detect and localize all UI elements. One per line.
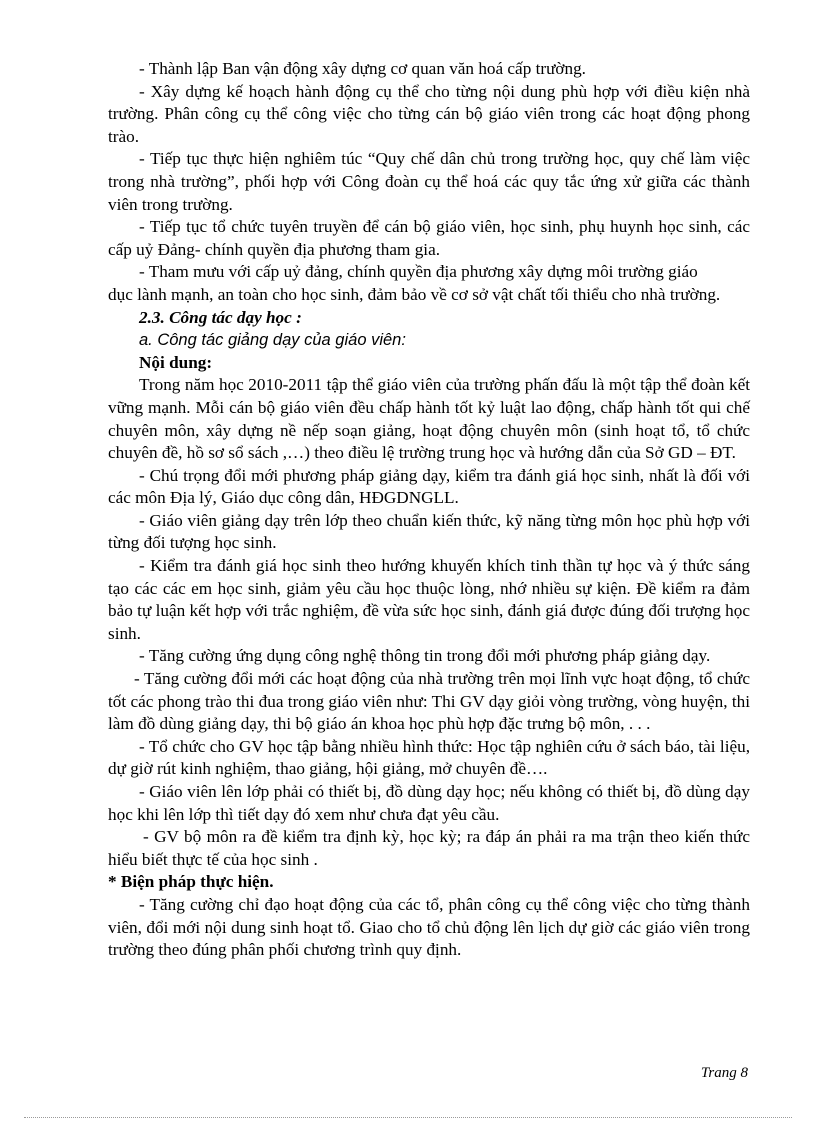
section-heading: 2.3. Công tác dạy học : — [139, 307, 302, 327]
page-bottom-divider — [24, 1117, 792, 1118]
content-heading: Nội dung: — [139, 352, 213, 372]
paragraph: - Tổ chức cho GV học tập bằng nhiều hình thức: Học tập nghiên cứu ở sách báo, tài liệu, dự giờ rút kinh nghiệm, thao giảng, hội giảng, mở chuyên đề…. — [108, 736, 750, 779]
page-number: Trang 8 — [700, 1065, 748, 1081]
paragraph: - Kiểm tra đánh giá học sinh theo hướng khuyến khích tinh thần tự học và ý thức sáng tạo các các em học sinh, giảm yêu cầu học thuộc lòng, nhớ nhiều sự kiện. Đề kiểm ra đảm bảo tự luận kết hợp với trắc nghiệm, đề vừa sức học sinh, đánh giá được đúng đối trượng học sinh. — [108, 556, 750, 643]
paragraph: - Thành lập Ban vận động xây dựng cơ quan văn hoá cấp trường. — [139, 59, 586, 78]
paragraph: - Tiếp tục tổ chức tuyên truyền để cán bộ giáo viên, học sinh, phụ huynh học sinh, các cấp uỷ Đảng- chính quyền địa phương tham gia. — [108, 217, 750, 259]
paragraph: - Giáo viên giảng dạy trên lớp theo chuẩn kiến thức, kỹ năng từng môn học phù hợp với từng đối tượng học sinh. — [108, 510, 750, 553]
measures-heading: * Biện pháp thực hiện. — [108, 872, 274, 892]
paragraph: - Tăng cường chỉ đạo hoạt động của các tổ, phân công cụ thể công việc cho từng thành viên, đổi mới nội dung sinh hoạt tổ. Giao cho tổ chủ động lên lịch dự giờ các giáo viên trong trường theo đúng phân phối chương trình quy định. — [108, 894, 750, 960]
paragraph: dục lành mạnh, an toàn cho học sinh, đảm bảo về cơ sở vật chất tối thiểu cho nhà trường. — [108, 284, 721, 304]
paragraph: - Xây dựng kế hoạch hành động cụ thể cho từng nội dung phù hợp với điều kiện nhà trường. Phân công cụ thể công việc cho từng cán bộ giáo viên trong các hoạt động phong trào. — [108, 81, 750, 146]
paragraph: - Giáo viên lên lớp phải có thiết bị, đồ dùng dạy học; nếu không có thiết bị, đồ dùng dạy học khi lên lớp thì tiết dạy đó xem như chưa đạt yêu cầu. — [108, 782, 750, 824]
document-body — [108, 58, 750, 962]
paragraph: - Chú trọng đổi mới phương pháp giảng dạy, kiểm tra đánh giá học sinh, nhất là đối với các môn Địa lý, Giáo dục công dân, HĐGDNGLL. — [108, 465, 750, 508]
paragraph: - Tham mưu với cấp uỷ đảng, chính quyền địa phương xây dựng môi trường giáo — [139, 262, 698, 282]
subsection-heading: a. Công tác giảng dạy của giáo viên: — [139, 331, 406, 350]
paragraph: - Tăng cường ứng dụng công nghệ thông tin trong đổi mới phương pháp giảng dạy. — [139, 646, 711, 666]
paragraph: - Tiếp tục thực hiện nghiêm túc “Quy chế dân chủ trong trường học, quy chế làm việc trong nhà trường”, phối hợp với Công đoàn cụ thể hoá các quy tắc ứng xử giữa các thành viên trong trường. — [108, 149, 750, 214]
paragraph: - GV bộ môn ra đề kiểm tra định kỳ, học kỳ; ra đáp án phải ra ma trận theo kiến thức hiểu biết thực tế của học sinh . — [108, 827, 750, 869]
paragraph: Trong năm học 2010-2011 tập thể giáo viên của trường phấn đấu là một tập thể đoàn kết vững mạnh. Mỗi cán bộ giáo viên đều chấp hành tốt kỷ luật lao động, chấp hành tốt qui chế chuyên môn, xây dựng nề nếp soạn giảng, hoạt động chuyên môn (sinh hoạt tổ, tổ chức chuyên đề, hồ sơ sổ sách ,…) theo điều lệ trường trung học và hướng dẫn của Sở GD – ĐT. — [108, 375, 750, 463]
paragraph: - Tăng cường đổi mới các hoạt động của nhà trường trên mọi lĩnh vực hoạt động, tổ chức tốt các phong trào thi đua trong giáo viên như: Thi GV dạy giỏi vòng trường, vòng huyện, thi làm đồ dùng giảng dạy, thi bộ giáo án khoa học phù hợp đặc trưng bộ môn, . . . — [108, 669, 750, 734]
